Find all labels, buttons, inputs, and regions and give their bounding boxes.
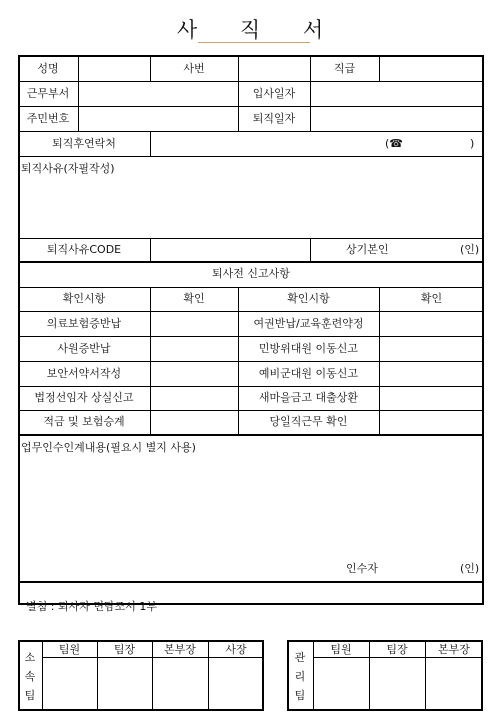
check-confirm-box[interactable] [151, 337, 237, 360]
signature-cell[interactable] [314, 658, 368, 709]
approver-role: 팀장 [113, 643, 136, 656]
receiver-label: 인수자 [346, 562, 378, 575]
reason-code-field[interactable] [151, 239, 309, 260]
reason-textarea[interactable] [20, 177, 482, 237]
signature-cell[interactable] [43, 658, 96, 709]
check-item: 사원증반납 [57, 342, 111, 355]
report-section-title: 퇴사전 신고사항 [212, 267, 290, 280]
reason-code-label: 퇴직사유CODE [46, 243, 122, 256]
check-item: 새마을금고 대출상환 [258, 391, 359, 404]
dept-label-char: 소 [24, 651, 36, 664]
reason-label: 퇴직사유(자필작성) [21, 162, 115, 175]
contact-label: 퇴직후연락처 [52, 137, 116, 150]
signature-cell[interactable] [209, 658, 262, 709]
document-title: 사 직 서 [176, 18, 342, 42]
phone-close: ) [470, 137, 475, 150]
row-divider [18, 156, 484, 157]
dept-label-char: 팀 [24, 689, 36, 702]
check-confirm-box[interactable] [151, 362, 237, 385]
check-confirm-box[interactable] [380, 411, 482, 433]
resident-no-label: 주민번호 [26, 112, 70, 125]
section-divider [18, 261, 484, 263]
department-label: 근무부서 [26, 87, 70, 100]
resident-no-field[interactable] [79, 107, 237, 130]
approver-role: 본부장 [164, 643, 196, 656]
check-confirm-header-left: 확인 [183, 292, 205, 305]
col-divider [238, 287, 239, 434]
approver-role: 팀장 [386, 643, 408, 656]
signature-cell[interactable] [426, 658, 481, 709]
admin-label-char: 팀 [294, 689, 306, 702]
check-confirm-box[interactable] [380, 387, 482, 409]
position-field[interactable] [380, 57, 482, 80]
signature-cell[interactable] [370, 658, 424, 709]
join-date-label: 입사일자 [252, 87, 296, 100]
check-item: 예비군대원 이동신고 [258, 367, 359, 380]
check-item: 의료보험증반납 [46, 317, 122, 330]
check-confirm-box[interactable] [380, 337, 482, 360]
approver-role: 사장 [225, 643, 247, 656]
check-confirm-header-right: 확인 [420, 292, 443, 305]
check-item: 민방위대원 이동신고 [258, 342, 359, 355]
section-divider [18, 581, 484, 583]
check-item: 당일직근무 확인 [269, 415, 348, 428]
signature-cell[interactable] [153, 658, 207, 709]
admin-label-char: 리 [294, 670, 306, 683]
name-field[interactable] [79, 57, 149, 80]
name-label: 성명 [37, 62, 59, 75]
admin-label-char: 관 [294, 651, 306, 664]
check-item: 법정선임자 상실신고 [34, 391, 134, 404]
check-item: 보안서약서작성 [46, 367, 122, 380]
row-divider [18, 287, 484, 288]
check-confirm-box[interactable] [151, 312, 237, 335]
col-divider [310, 238, 311, 261]
handover-label: 업무인수인계내용(필요시 별지 사용) [21, 441, 196, 454]
employee-no-field[interactable] [239, 57, 309, 80]
approver-role: 팀원 [330, 643, 352, 656]
department-field[interactable] [79, 82, 237, 105]
dept-label-char: 속 [24, 670, 36, 683]
handover-textarea[interactable] [20, 456, 482, 556]
join-date-field[interactable] [311, 82, 482, 105]
receiver-seal: (인) [460, 562, 480, 575]
check-confirm-box[interactable] [151, 387, 237, 409]
check-item-header-right: 확인시항 [287, 292, 330, 305]
signer-label: 상기본인 [346, 243, 389, 256]
section-divider [18, 434, 484, 436]
approver-role: 본부장 [438, 643, 470, 656]
contact-field[interactable] [151, 132, 482, 155]
check-confirm-box[interactable] [380, 362, 482, 385]
check-confirm-box[interactable] [380, 312, 482, 335]
approver-role: 팀원 [58, 643, 81, 656]
title-underline [198, 42, 310, 43]
signature-cell[interactable] [98, 658, 151, 709]
check-confirm-box[interactable] [151, 411, 237, 433]
employee-no-label: 사번 [183, 62, 205, 75]
check-item: 여권반납/교육훈련약정 [253, 317, 364, 330]
phone-open: (☎ [385, 137, 403, 150]
signer-seal: (인) [460, 243, 480, 256]
position-label: 직급 [333, 62, 356, 75]
resign-date-label: 퇴직일자 [252, 112, 296, 125]
resign-date-field[interactable] [311, 107, 482, 130]
attachment-note: 별첨 : 퇴사자 면담조서 1부 [26, 600, 157, 613]
check-item-header-left: 확인시항 [62, 292, 106, 305]
check-item: 적금 및 보험승계 [43, 415, 125, 428]
